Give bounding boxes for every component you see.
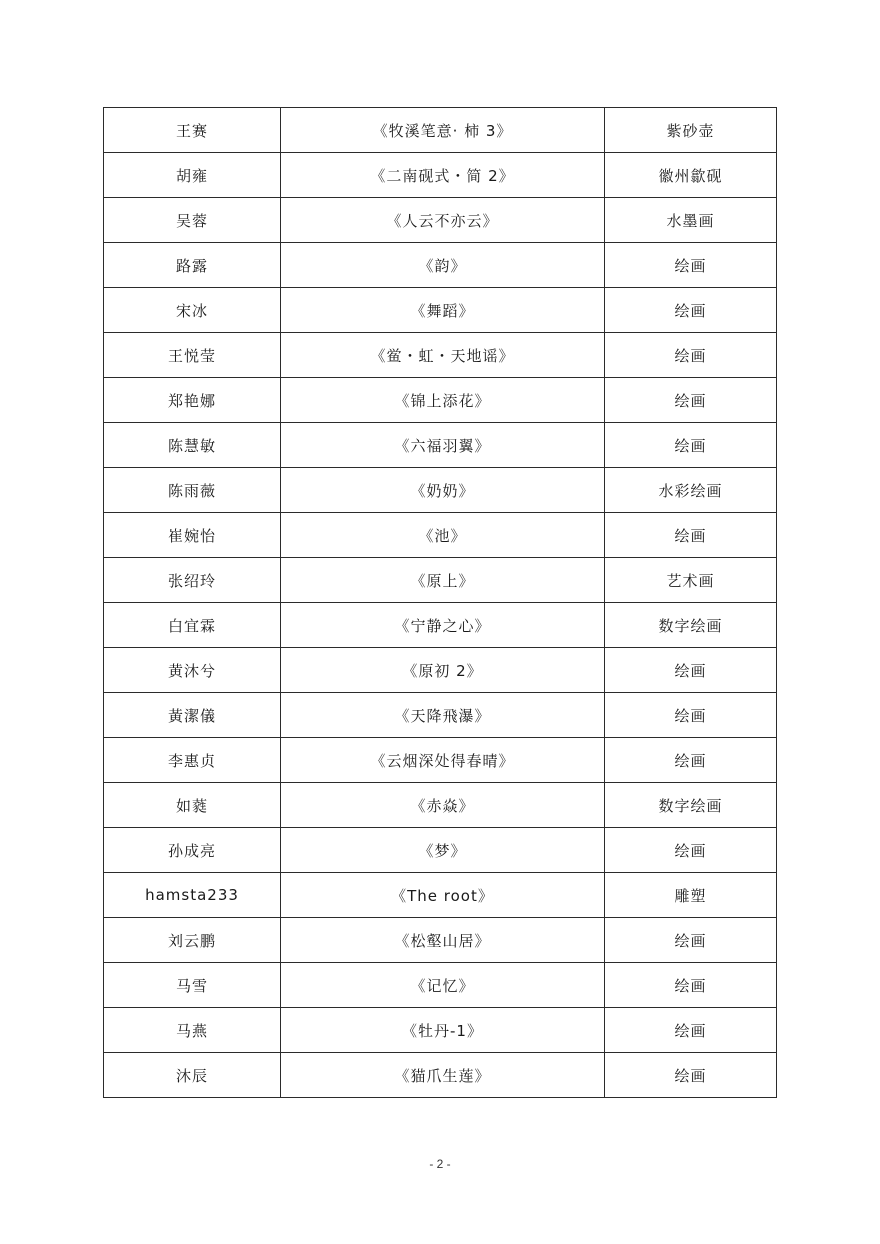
table-row xyxy=(104,558,777,603)
author-cell: 宋冰 xyxy=(104,288,281,333)
author-cell: 陈雨薇 xyxy=(104,468,281,513)
author-cell: 孙成亮 xyxy=(104,828,281,873)
table-row xyxy=(104,873,777,918)
author-cell: 李惠贞 xyxy=(104,738,281,783)
table-row xyxy=(104,153,777,198)
category-cell: 水墨画 xyxy=(605,198,777,243)
category-cell: 绘画 xyxy=(605,423,777,468)
title-cell: 《天降飛瀑》 xyxy=(281,693,605,738)
title-cell: 《赤焱》 xyxy=(281,783,605,828)
author-cell: 王悦莹 xyxy=(104,333,281,378)
table-row xyxy=(104,288,777,333)
category-cell: 绘画 xyxy=(605,918,777,963)
table-row xyxy=(104,513,777,558)
title-cell: 《六福羽翼》 xyxy=(281,423,605,468)
table-row xyxy=(104,1008,777,1053)
category-cell: 绘画 xyxy=(605,738,777,783)
category-cell: 绘画 xyxy=(605,648,777,693)
table-row xyxy=(104,828,777,873)
table-row xyxy=(104,738,777,783)
table-row xyxy=(104,918,777,963)
category-cell: 徽州歙砚 xyxy=(605,153,777,198)
author-cell: 郑艳娜 xyxy=(104,378,281,423)
table-row xyxy=(104,423,777,468)
category-cell: 数字绘画 xyxy=(605,603,777,648)
author-cell: 黄沐兮 xyxy=(104,648,281,693)
title-cell: 《松壑山居》 xyxy=(281,918,605,963)
table-row xyxy=(104,378,777,423)
artworks-table xyxy=(103,107,777,1098)
table-row xyxy=(104,783,777,828)
title-cell: 《The root》 xyxy=(281,873,605,918)
author-cell: 王赛 xyxy=(104,108,281,153)
category-cell: 数字绘画 xyxy=(605,783,777,828)
category-cell: 绘画 xyxy=(605,378,777,423)
title-cell: 《宁静之心》 xyxy=(281,603,605,648)
category-cell: 绘画 xyxy=(605,333,777,378)
table-row xyxy=(104,243,777,288)
title-cell: 《梦》 xyxy=(281,828,605,873)
table-row xyxy=(104,603,777,648)
table-row xyxy=(104,963,777,1008)
title-cell: 《舞蹈》 xyxy=(281,288,605,333)
category-cell: 雕塑 xyxy=(605,873,777,918)
table-row xyxy=(104,108,777,153)
category-cell: 水彩绘画 xyxy=(605,468,777,513)
author-cell: 张绍玲 xyxy=(104,558,281,603)
table-row xyxy=(104,333,777,378)
title-cell: 《云烟深处得春晴》 xyxy=(281,738,605,783)
table-row xyxy=(104,468,777,513)
table-row xyxy=(104,648,777,693)
artworks-table-body xyxy=(104,108,777,1098)
title-cell: 《韵》 xyxy=(281,243,605,288)
title-cell: 《猫爪生莲》 xyxy=(281,1053,605,1098)
table-row xyxy=(104,1053,777,1098)
author-cell: 马燕 xyxy=(104,1008,281,1053)
category-cell: 绘画 xyxy=(605,828,777,873)
page-number: - 2 - xyxy=(429,1157,451,1171)
title-cell: 《原初 2》 xyxy=(281,648,605,693)
title-cell: 《二南砚式・简 2》 xyxy=(281,153,605,198)
author-cell: 路露 xyxy=(104,243,281,288)
title-cell: 《牧溪笔意· 柿 3》 xyxy=(281,108,605,153)
author-cell: hamsta233 xyxy=(104,873,281,918)
title-cell: 《人云不亦云》 xyxy=(281,198,605,243)
author-cell: 沐辰 xyxy=(104,1053,281,1098)
author-cell: 如蕤 xyxy=(104,783,281,828)
title-cell: 《原上》 xyxy=(281,558,605,603)
author-cell: 刘云鹏 xyxy=(104,918,281,963)
author-cell: 吴蓉 xyxy=(104,198,281,243)
title-cell: 《鲎・虹・天地谣》 xyxy=(281,333,605,378)
author-cell: 黃潔儀 xyxy=(104,693,281,738)
table-row xyxy=(104,198,777,243)
category-cell: 绘画 xyxy=(605,963,777,1008)
author-cell: 崔婉怡 xyxy=(104,513,281,558)
title-cell: 《记忆》 xyxy=(281,963,605,1008)
category-cell: 紫砂壶 xyxy=(605,108,777,153)
author-cell: 马雪 xyxy=(104,963,281,1008)
category-cell: 绘画 xyxy=(605,243,777,288)
title-cell: 《锦上添花》 xyxy=(281,378,605,423)
title-cell: 《池》 xyxy=(281,513,605,558)
category-cell: 绘画 xyxy=(605,513,777,558)
category-cell: 绘画 xyxy=(605,693,777,738)
category-cell: 绘画 xyxy=(605,1053,777,1098)
author-cell: 胡雍 xyxy=(104,153,281,198)
author-cell: 陈慧敏 xyxy=(104,423,281,468)
category-cell: 艺术画 xyxy=(605,558,777,603)
category-cell: 绘画 xyxy=(605,1008,777,1053)
author-cell: 白宜霖 xyxy=(104,603,281,648)
title-cell: 《奶奶》 xyxy=(281,468,605,513)
table-row xyxy=(104,693,777,738)
title-cell: 《牡丹-1》 xyxy=(281,1008,605,1053)
category-cell: 绘画 xyxy=(605,288,777,333)
